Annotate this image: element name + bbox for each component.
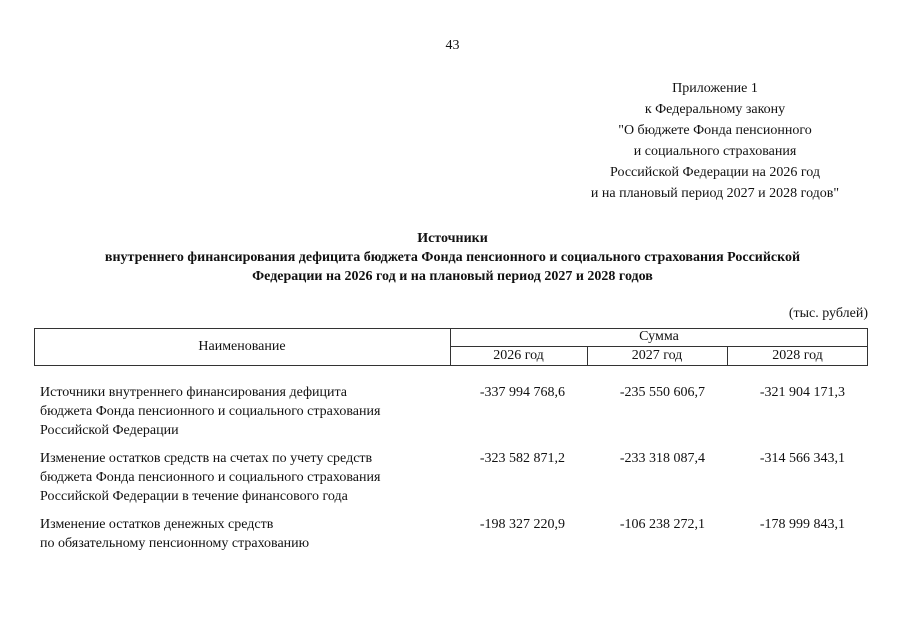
row-name-line: Российской Федерации	[40, 423, 179, 438]
table-header	[34, 328, 868, 366]
row-name-line: Российской Федерации в течение финансового года	[40, 489, 348, 504]
row-value-2026: -323 582 871,2	[479, 451, 565, 466]
column-header-sum: Сумма	[639, 329, 679, 344]
title-line: внутреннего финансирования дефицита бюджета Фонда пенсионного и социального страхования Российской	[104, 250, 801, 265]
row-value-2026: -337 994 768,6	[479, 385, 565, 400]
header-sum-divider	[450, 346, 868, 347]
title-line: Источники	[417, 231, 488, 246]
page-number: 43	[445, 38, 460, 53]
units-label: (тыс. рублей)	[788, 306, 868, 321]
appendix-header	[540, 78, 890, 204]
column-header-name: Наименование	[198, 339, 286, 354]
row-name-line: бюджета Фонда пенсионного и социального страхования	[40, 404, 381, 419]
row-name-line: Изменение остатков средств на счетах по учету средств	[40, 451, 373, 466]
row-name	[40, 449, 440, 506]
appendix-line: к Федеральному закону	[644, 102, 786, 117]
column-header-2027: 2027 год	[631, 348, 683, 363]
row-name-line: Источники внутреннего финансирования дефицита	[40, 385, 348, 400]
row-name-line: по обязательному пенсионному страхованию	[40, 536, 310, 551]
row-value-2028: -321 904 171,3	[759, 385, 845, 400]
appendix-line: "О бюджете Фонда пенсионного	[618, 123, 812, 138]
appendix-line: Приложение 1	[672, 81, 758, 96]
header-bottom-border	[34, 365, 868, 366]
appendix-line: и на плановый период 2027 и 2028 годов"	[590, 186, 840, 201]
row-value-2028: -314 566 343,1	[759, 451, 845, 466]
column-header-2028: 2028 год	[772, 348, 823, 363]
title-line: Федерации на 2026 год и на плановый период 2027 и 2028 годов	[252, 269, 653, 284]
row-name-line: бюджета Фонда пенсионного и социального страхования	[40, 470, 381, 485]
document-title	[40, 229, 865, 286]
row-value-2026: -198 327 220,9	[479, 517, 565, 532]
row-value-2028: -178 999 843,1	[759, 517, 845, 532]
row-name	[40, 383, 440, 440]
row-name-line: Изменение остатков денежных средств	[40, 517, 274, 532]
appendix-line: Российской Федерации на 2026 год	[610, 165, 820, 180]
row-name	[40, 515, 440, 553]
appendix-line: и социального страхования	[633, 144, 797, 159]
row-value-2027: -235 550 606,7	[619, 385, 705, 400]
column-header-2026: 2026 год	[493, 348, 544, 363]
row-value-2027: -106 238 272,1	[619, 517, 705, 532]
row-value-2027: -233 318 087,4	[619, 451, 705, 466]
